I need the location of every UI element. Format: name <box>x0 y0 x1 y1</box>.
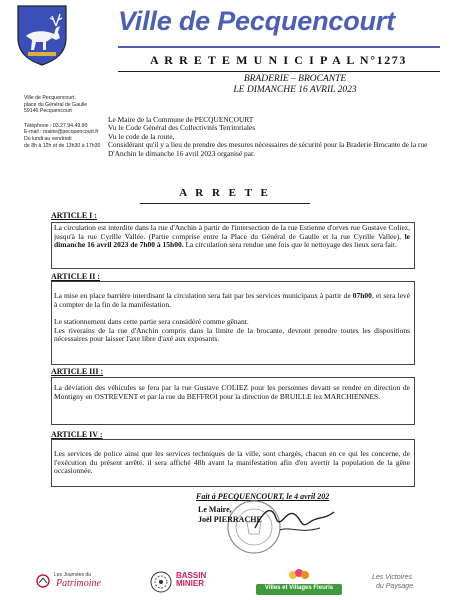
address-phone: Téléphone : 03.27.94.49.90 <box>24 122 88 129</box>
article-2-heading: ARTICLE II : <box>51 272 101 281</box>
article-4-text-a: Les services de police ainsi que les services techniques de la ville, sont chargés, chacun en ce qui les concerne, de l'exécution du présent arrêté. il sera affiché 48h avant la manifestation afin d'en avertir la population de la gêne occasionnée. <box>54 449 410 476</box>
preamble <box>108 116 428 158</box>
address-email: E-mail : mairie@pecquencourt.fr <box>24 129 99 136</box>
paysage-text: du Paysage <box>376 583 413 590</box>
article-2-text-e: Les riverains de la rue d'Anchin compris dans la limite de la brocante, devront prendre toutes les dispositions nécessaires pour laisser l'axe libre d'axé aux exposants. <box>54 325 410 344</box>
minier-text: MINIER <box>176 579 204 588</box>
article-2-text <box>54 292 410 344</box>
header-divider-thin <box>118 71 440 72</box>
decree-title: A R R E T E <box>179 187 271 199</box>
town-crest-logo <box>16 4 68 66</box>
article-1-date: le dimanche 16 avril 2023 de 7h00 à 15h00. <box>54 231 410 250</box>
flower-icon <box>286 568 312 582</box>
event-subtitle <box>200 74 390 96</box>
article-3-heading: ARTICLE III : <box>51 367 104 376</box>
article-2-text-c: , et sera levé à compter de la fin de la manifestation. <box>54 291 410 309</box>
bassin-minier-icon <box>150 571 172 593</box>
bassin-minier-logo <box>150 571 220 595</box>
patrimoine-logo <box>36 572 106 594</box>
address-hours-2: de 8h à 12h et de 13h30 à 17h30 <box>24 142 101 149</box>
bassin-text: BASSIN <box>176 571 207 580</box>
preamble-line: Vu le code de la route, <box>108 131 175 141</box>
address-name: Ville de Pecquencourt, <box>24 95 76 101</box>
article-2-text-d: Le stationnement dans cette partie sera considéré comme gênant. <box>54 317 249 327</box>
article-1-text-a: La circulation est interdite dans la rue d'Anchin à partir de l'intersection de la rue Estienne d'orves rue Gustave Coliez, jusqu'à la rue Cyrille Vallée. (Partie comprise entre la Place du Général de Gaulle et la rue Cyrille Vallee), <box>54 223 410 241</box>
mayor-signature <box>250 500 340 540</box>
arrete-number: A R R E T E M U N I C I P A L N°1273 <box>150 53 407 67</box>
town-name-title: Ville de Pecquencourt <box>118 6 395 36</box>
article-1-text-c: La circulation sera rendue une fois que le nettoyage des lieux sera fait. <box>183 240 397 250</box>
article-3-text-a: La déviation des véhicules se fera par la rue Gustave COLIEZ pour les personnes devant se rendre en direction de Montigny en OSTREVENT et par la rue du BEFFROI pour la direction de BRUILLE lez MARCHIENNES. <box>54 383 410 401</box>
preamble-line: Vu le Code Général des Collectivités Territoriales <box>108 123 256 133</box>
article-3-text <box>54 384 410 401</box>
fleuris-text: Villes et Villages Fleuris <box>264 585 334 591</box>
article-1-text <box>54 224 410 250</box>
event-date: LE DIMANCHE 16 AVRIL 2023 <box>233 85 357 95</box>
address-postcode: 59146 Pecquencourt <box>24 108 72 115</box>
villes-villages-fleuris-logo <box>256 568 342 596</box>
event-name: BRADERIE – BROCANTE <box>243 74 347 84</box>
victoires-text: Les Victoires <box>372 574 412 581</box>
header-divider <box>118 46 440 48</box>
mayor-name: Joël PIERRACHE <box>198 515 262 524</box>
patrimoine-icon <box>36 574 50 588</box>
article-2-time: 07h00 <box>352 291 372 300</box>
victoires-paysage-logo <box>372 572 432 594</box>
article-4-heading: ARTICLE IV : <box>51 430 103 439</box>
mayor-title: Le Maire, <box>198 505 232 514</box>
article-1-heading: ARTICLE I : <box>51 211 97 220</box>
mairie-address-block <box>24 95 114 149</box>
article-2-text-a: La mise en place barrière interdisant la circulation sera fait par les services municipaux à partir de <box>54 291 353 300</box>
address-street: place du Général de Gaulle <box>24 101 88 108</box>
patrimoine-big-text: Patrimoine <box>56 578 101 589</box>
preamble-line: Considérant qu'il y a lieu de prendre des mesures nécessaires de sécurité pour la Braderie Brocante de la rue D'Anchin le dimanche 16 avril 2023 organisé par. <box>108 140 428 158</box>
title-underline <box>140 203 310 204</box>
address-hours-1: Du lundi au vendredi <box>24 135 72 142</box>
signature-place-date: Fait à PECQUENCOURT, le 4 avril 202 <box>196 492 330 501</box>
preamble-line: Le Maire de la Commune de PECQUENCOURT <box>108 115 254 124</box>
patrimoine-small-text: Les Journées du <box>54 572 91 578</box>
article-4-text <box>54 450 410 476</box>
